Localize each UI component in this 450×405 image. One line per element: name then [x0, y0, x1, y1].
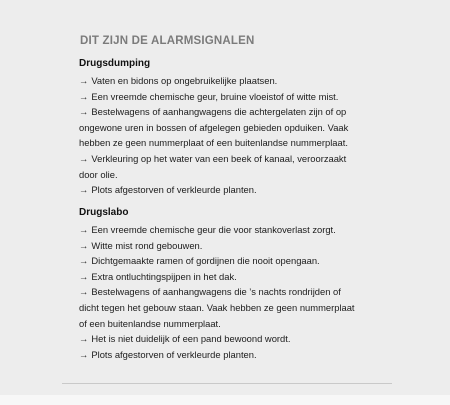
- list-item-continuation: [79, 300, 379, 316]
- arrow-right-icon: →: [79, 255, 89, 267]
- arrow-right-icon: →: [79, 224, 89, 235]
- arrow-right-icon: →: [79, 75, 89, 86]
- list-item-continuation: [79, 167, 379, 183]
- list-item-text: Extra ontluchtingspijpen in het dak.: [91, 270, 237, 282]
- arrow-right-icon: →: [79, 286, 89, 298]
- section-title: Drugsdumping: [79, 58, 151, 69]
- arrow-right-icon: →: [79, 152, 89, 164]
- list-item-text: ongewone uren in bossen of afgelegen gebieden opduiken. Vaak: [79, 121, 349, 133]
- list-item: [79, 238, 379, 254]
- arrow-right-icon: →: [79, 90, 89, 102]
- section-drugslabo: [79, 206, 379, 362]
- page-bottom-band: [0, 395, 450, 405]
- list-item-continuation: [79, 135, 379, 151]
- list-item: [79, 151, 379, 167]
- list-item-text: Het is niet duidelijk of een pand bewoond wordt.: [91, 333, 291, 345]
- arrow-right-icon: →: [79, 333, 89, 345]
- list-item-text: Plots afgestorven of verkleurde planten.: [91, 184, 257, 196]
- arrow-right-icon: →: [79, 106, 89, 118]
- list-item-text: Witte mist rond gebouwen.: [91, 239, 203, 251]
- page-heading: DIT ZIJN DE ALARMSIGNALEN: [80, 35, 255, 47]
- list-item-text: Vaten en bidons op ongebruikelijke plaatsen.: [91, 75, 278, 86]
- list-item-text: Een vreemde chemische geur, bruine vloeistof of witte mist.: [91, 90, 339, 102]
- list-item-text: Dichtgemaakte ramen of gordijnen die nooit opengaan.: [91, 255, 320, 267]
- list-item: [79, 104, 379, 120]
- list-item-continuation: [79, 120, 379, 136]
- list-item-text: dicht tegen het gebouw staan. Vaak hebben ze geen nummerplaat: [79, 301, 355, 313]
- bullet-list: [79, 73, 379, 198]
- list-item-text: Plots afgestorven of verkleurde planten.: [91, 348, 257, 360]
- list-item: [79, 269, 379, 285]
- list-item: [79, 222, 379, 238]
- list-item: [79, 89, 379, 105]
- list-item-text: Bestelwagens of aanhangwagens die ’s nachts rondrijden of: [91, 286, 341, 298]
- list-item-continuation: [79, 316, 379, 332]
- list-item: [79, 284, 379, 300]
- section-title: Drugslabo: [79, 207, 129, 218]
- list-item: [79, 347, 379, 363]
- section-drugsdumping: [79, 57, 379, 198]
- arrow-right-icon: →: [79, 348, 89, 360]
- list-item-text: Een vreemde chemische geur die voor stankoverlast zorgt.: [91, 224, 336, 235]
- arrow-right-icon: →: [79, 184, 89, 196]
- list-item-text: hebben ze geen nummerplaat of een buitenlandse nummerplaat.: [79, 137, 348, 149]
- list-item: [79, 331, 379, 347]
- list-item-text: of een buitenlandse nummerplaat.: [79, 317, 221, 329]
- list-item: [79, 253, 379, 269]
- list-item-text: Verkleuring op het water van een beek of kanaal, veroorzaakt: [91, 152, 347, 164]
- arrow-right-icon: →: [79, 270, 89, 282]
- list-item: [79, 73, 379, 89]
- list-item-text: door olie.: [79, 168, 118, 180]
- panel-bottom-border: [62, 383, 392, 384]
- list-item: [79, 182, 379, 198]
- bullet-list: [79, 222, 379, 362]
- arrow-right-icon: →: [79, 239, 89, 251]
- list-item-text: Bestelwagens of aanhangwagens die achtergelaten zijn of op: [91, 106, 347, 118]
